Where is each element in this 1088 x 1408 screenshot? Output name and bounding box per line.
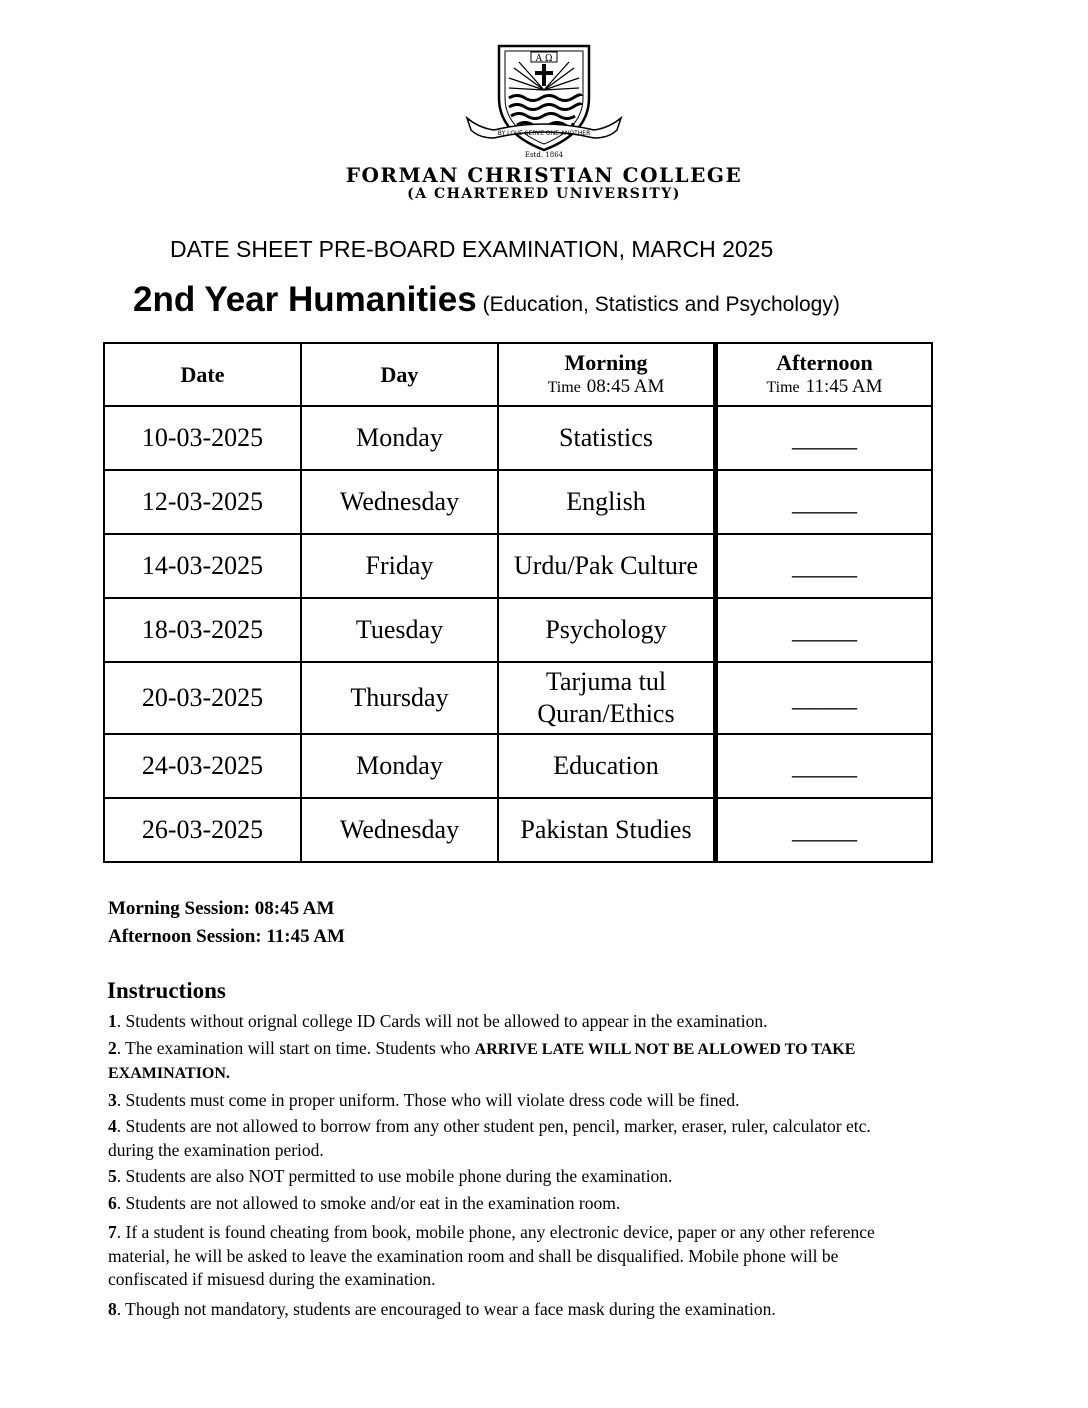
header-morning-time: Time 08:45 AM [547,376,665,397]
college-crest-icon [459,38,629,160]
instruction-item: 7. If a student is found cheating from book, mobile phone, any electronic device, paper or any other reference material, he will be asked to leave the examination room and shall be disqualified. Mobile phone will be confiscated if misuesd during the examination. [108,1222,875,1289]
table-row [104,798,932,862]
instruction-item: 3. Students must come in proper uniform. Those who will violate dress code will be fined. [108,1089,740,1110]
header-afternoon [716,343,933,406]
cell-morning: Education [498,734,716,798]
cell-date: 26-03-2025 [104,798,301,862]
program-title [133,280,840,320]
cell-day: Tuesday [301,598,498,662]
exam-schedule-table [103,342,933,863]
logo-motto: BY LOVE SERVE ONE ANOTHER [497,130,591,137]
college-subtitle: (A CHARTERED UNIVERSITY) [407,186,681,202]
table-header-row [104,343,932,406]
cell-date: 24-03-2025 [104,734,301,798]
header-morning-label: Morning [564,350,648,375]
cell-afternoon: _____ [716,662,933,734]
program-main: 2nd Year Humanities [133,280,477,319]
header-morning [498,343,716,406]
cell-afternoon: _____ [716,470,933,534]
cell-morning: English [498,470,716,534]
cell-morning: Tarjuma tul Quran/Ethics [498,662,716,734]
instruction-item: 4. Students are not allowed to borrow from any other student pen, pencil, marker, eraser, ruler, calculator etc. during the examination period. [108,1116,871,1160]
instructions-list [108,1010,908,1324]
table-row [104,406,932,470]
table-row [104,534,932,598]
crest-letters: A Ω [535,54,553,64]
cell-afternoon: _____ [716,734,933,798]
cell-day: Thursday [301,662,498,734]
instructions-heading: Instructions [107,978,226,1003]
header-afternoon-time: Time 11:45 AM [766,376,883,397]
cell-date: 10-03-2025 [104,406,301,470]
program-sub: (Education, Statistics and Psychology) [482,293,840,316]
cell-afternoon: _____ [716,798,933,862]
cell-date: 18-03-2025 [104,598,301,662]
cell-morning: Statistics [498,406,716,470]
cell-day: Wednesday [301,798,498,862]
instruction-item: 5. Students are also NOT permitted to use mobile phone during the examination. [108,1166,673,1186]
cell-morning: Pakistan Studies [498,798,716,862]
table-row [104,598,932,662]
afternoon-session: Afternoon Session: 11:45 AM [108,926,345,947]
logo-established: Estd. 1864 [524,151,564,159]
header-day: Day [301,343,498,406]
cell-afternoon: _____ [716,406,933,470]
cell-day: Friday [301,534,498,598]
morning-session: Morning Session: 08:45 AM [108,898,335,919]
cell-date: 14-03-2025 [104,534,301,598]
instruction-item: 8. Though not mandatory, students are encouraged to wear a face mask during the examination. [108,1298,776,1319]
cell-day: Monday [301,406,498,470]
cell-morning: Urdu/Pak Culture [498,534,716,598]
cell-day: Monday [301,734,498,798]
cell-date: 20-03-2025 [104,662,301,734]
table-row [104,734,932,798]
instruction-item: 1. Students without orignal college ID Cards will not be allowed to appear in the examination. [108,1011,768,1031]
cell-date: 12-03-2025 [104,470,301,534]
college-name: FORMAN CHRISTIAN COLLEGE [345,163,743,187]
session-times [108,895,345,951]
cell-afternoon: _____ [716,598,933,662]
instruction-item: 2. The examination will start on time. Students who ARRIVE LATE WILL NOT BE ALLOWED TO TAKE EXAMINATION. [108,1037,856,1082]
cell-morning: Psychology [498,598,716,662]
date-sheet-title: DATE SHEET PRE-BOARD EXAMINATION, MARCH 2025 [170,236,774,262]
header-date: Date [104,343,301,406]
cell-afternoon: _____ [716,534,933,598]
table-row [104,662,932,734]
instruction-item: 6. Students are not allowed to smoke and/or eat in the examination room. [108,1192,621,1213]
header [0,38,1088,202]
header-afternoon-label: Afternoon [776,350,873,375]
cell-day: Wednesday [301,470,498,534]
table-row [104,470,932,534]
